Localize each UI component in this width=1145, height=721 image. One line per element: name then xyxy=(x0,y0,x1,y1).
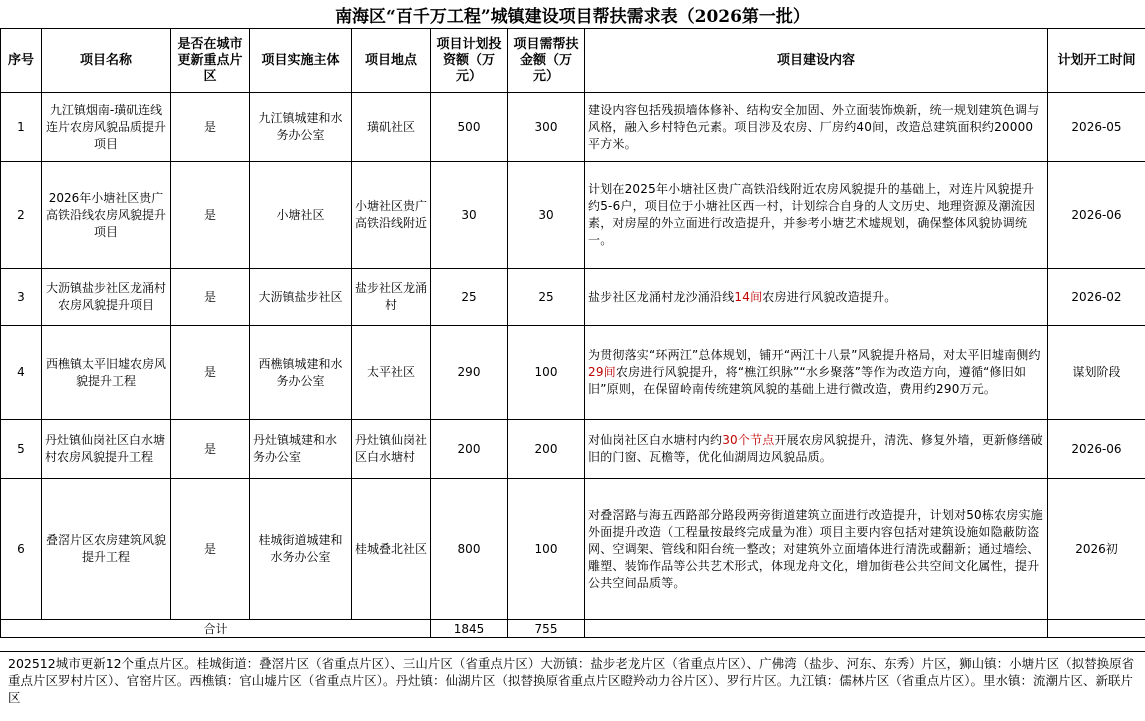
total-aid[interactable]: 755 xyxy=(508,620,585,638)
cell-aid[interactable]: 100 xyxy=(508,326,585,420)
table-row xyxy=(1,326,1145,420)
header-owner[interactable]: 项目实施主体 xyxy=(250,29,352,93)
cell-aid[interactable]: 30 xyxy=(508,162,585,269)
cell-location[interactable]: 太平社区 xyxy=(352,326,431,420)
cell-urban[interactable]: 是 xyxy=(171,162,250,269)
cell-owner[interactable]: 小塘社区 xyxy=(250,162,352,269)
table-row xyxy=(1,479,1145,620)
cell-location[interactable]: 小塘社区贵广高铁沿线附近 xyxy=(352,162,431,269)
cell-seq[interactable]: 4 xyxy=(1,326,42,420)
content-text-rest: 农房进行风貌提升，将“樵江织脉”“水乡聚落”等作为改造方向，遵循“修旧如旧”原则，在保留岭南传统建筑风貌的基础上进行微改造，费用约290万元。 xyxy=(588,365,1027,396)
cell-owner[interactable]: 桂城街道城建和水务办公室 xyxy=(250,479,352,620)
cell-seq[interactable]: 3 xyxy=(1,269,42,326)
cell-start[interactable]: 2026-05 xyxy=(1048,93,1145,162)
cell-owner[interactable]: 九江镇城建和水务办公室 xyxy=(250,93,352,162)
header-start[interactable]: 计划开工时间 xyxy=(1048,29,1145,93)
cell-aid[interactable]: 100 xyxy=(508,479,585,620)
header-content[interactable]: 项目建设内容 xyxy=(585,29,1048,93)
table-row xyxy=(1,420,1145,479)
content-text-rest: 开展农房风貌提升，清洗、修复外墙，更新修缮破旧的门窗、瓦檐等，优化仙湖周边风貌品质。 xyxy=(588,433,1043,464)
cell-location[interactable]: 盐步社区龙涌村 xyxy=(352,269,431,326)
content-text: 对叠滘路与海五西路部分路段两旁街道建筑立面进行改造提升，计划对50栋农房实施外面提升改造（工程量按最终完成量为准）项目主要内容包括对建筑设施如隐蔽防盗网、空调架、管线和阳台统一整改；对建筑外立面墙体进行清洗或翻新；通过墙绘、雕塑、装饰作品等公共艺术形式，体现龙舟文化，增加街巷公共空间文化属性，提升公共空间品质等。 xyxy=(588,507,1043,590)
cell-start[interactable]: 2026初 xyxy=(1048,479,1145,620)
cell-invest[interactable]: 30 xyxy=(431,162,508,269)
cell-seq[interactable]: 5 xyxy=(1,420,42,479)
total-content-empty[interactable] xyxy=(585,620,1048,638)
table-row xyxy=(1,269,1145,326)
header-name[interactable]: 项目名称 xyxy=(42,29,171,93)
cell-invest[interactable]: 500 xyxy=(431,93,508,162)
cell-seq[interactable]: 6 xyxy=(1,479,42,620)
header-aid[interactable]: 项目需帮扶金额（万元） xyxy=(508,29,585,93)
cell-content[interactable] xyxy=(585,420,1048,479)
header-invest[interactable]: 项目计划投资额（万元） xyxy=(431,29,508,93)
table-row xyxy=(1,93,1145,162)
total-start-empty[interactable] xyxy=(1048,620,1145,638)
cell-name[interactable]: 大沥镇盐步社区龙涌村农房风貌提升项目 xyxy=(42,269,171,326)
sheet-title: 南海区“百千万工程”城镇建设项目帮扶需求表（2026第一批） xyxy=(335,6,810,27)
cell-invest[interactable]: 200 xyxy=(431,420,508,479)
cell-owner[interactable]: 西樵镇城建和水务办公室 xyxy=(250,326,352,420)
cell-content[interactable] xyxy=(585,269,1048,326)
content-text: 建设内容包括残损墙体修补、结构安全加固、外立面装饰焕新，统一规划建筑色调与风格，融入乡村特色元素。项目涉及农房、厂房约40间，改造总建筑面积约20000平方米。 xyxy=(588,102,1040,151)
cell-name[interactable]: 叠滘片区农房建筑风貌提升工程 xyxy=(42,479,171,620)
content-text: 为贯彻落实“环两江”总体规划，铺开“两江十八景”风貌提升格局，对太平旧墟南侧约 xyxy=(588,348,1041,362)
cell-urban[interactable]: 是 xyxy=(171,420,250,479)
content-text: 对仙岗社区白水塘村内约 xyxy=(588,433,723,447)
cell-start[interactable]: 2026-06 xyxy=(1048,420,1145,479)
cell-urban[interactable]: 是 xyxy=(171,326,250,420)
cell-content[interactable] xyxy=(585,162,1048,269)
cell-aid[interactable]: 300 xyxy=(508,93,585,162)
cell-start[interactable]: 谋划阶段 xyxy=(1048,326,1145,420)
cell-start[interactable]: 2026-02 xyxy=(1048,269,1145,326)
content-highlight: 30个节点 xyxy=(722,433,775,447)
content-text-rest: 农房进行风貌改造提升。 xyxy=(762,289,897,304)
cell-content[interactable] xyxy=(585,479,1048,620)
table-row xyxy=(1,162,1145,269)
cell-owner[interactable]: 丹灶镇城建和水务办公室 xyxy=(250,420,352,479)
cell-name[interactable]: 九江镇烟南-璜矶连线连片农房风貌品质提升项目 xyxy=(42,93,171,162)
header-location[interactable]: 项目地点 xyxy=(352,29,431,93)
project-table xyxy=(0,28,1145,638)
cell-content[interactable] xyxy=(585,93,1048,162)
content-text: 计划在2025年小塘社区贵广高铁沿线附近农房风貌提升的基础上，对连片风貌提升约5-6户，项目位于小塘社区西一村，计划综合自身的人文历史、地理资源及潮流因素，对房屋的外立面进行改造提升，并参考小塘艺术墟规划，确保整体风貌协调统一。 xyxy=(588,182,1036,247)
total-label[interactable]: 合计 xyxy=(1,620,431,638)
cell-invest[interactable]: 800 xyxy=(431,479,508,620)
cell-urban[interactable]: 是 xyxy=(171,93,250,162)
cell-name[interactable]: 2026年小塘社区贵广高铁沿线农房风貌提升项目 xyxy=(42,162,171,269)
cell-urban[interactable]: 是 xyxy=(171,479,250,620)
cell-aid[interactable]: 200 xyxy=(508,420,585,479)
content-text: 盐步社区龙涌村龙沙涌沿线 xyxy=(588,289,735,304)
cell-invest[interactable]: 290 xyxy=(431,326,508,420)
cell-invest[interactable]: 25 xyxy=(431,269,508,326)
content-highlight: 14间 xyxy=(734,289,763,304)
cell-content[interactable] xyxy=(585,326,1048,420)
notes-footer[interactable]: 202512城市更新12个重点片区。桂城街道：叠滘片区（省重点片区）、三山片区（省重点片区）大沥镇：盐步老龙片区（省重点片区）、广佛湾（盐步、河东、东秀）片区，狮山镇：小塘片区（拟替换原省重点片区罗村片区）、官窑片区。西樵镇：官山墟片区（省重点片区）。丹灶镇：仙湖片区（拟替换原省重点片区瞪羚动力谷片区）、罗行片区。九江镇：儒林片区（省重点片区）。里水镇：流潮片区、新联片区 xyxy=(0,651,1145,721)
header-row xyxy=(1,29,1145,93)
cell-name[interactable]: 西樵镇太平旧墟农房风貌提升工程 xyxy=(42,326,171,420)
content-highlight: 29间 xyxy=(588,365,616,379)
cell-location[interactable]: 丹灶镇仙岗社区白水塘村 xyxy=(352,420,431,479)
cell-aid[interactable]: 25 xyxy=(508,269,585,326)
total-row xyxy=(1,620,1145,638)
cell-location[interactable]: 桂城叠北社区 xyxy=(352,479,431,620)
cell-location[interactable]: 璜矶社区 xyxy=(352,93,431,162)
cell-seq[interactable]: 1 xyxy=(1,93,42,162)
header-seq[interactable]: 序号 xyxy=(1,29,42,93)
cell-urban[interactable]: 是 xyxy=(171,269,250,326)
total-invest[interactable]: 1845 xyxy=(431,620,508,638)
cell-seq[interactable]: 2 xyxy=(1,162,42,269)
header-urban[interactable]: 是否在城市更新重点片区 xyxy=(171,29,250,93)
cell-start[interactable]: 2026-06 xyxy=(1048,162,1145,269)
cell-owner[interactable]: 大沥镇盐步社区 xyxy=(250,269,352,326)
cell-name[interactable]: 丹灶镇仙岗社区白水塘村农房风貌提升工程 xyxy=(42,420,171,479)
